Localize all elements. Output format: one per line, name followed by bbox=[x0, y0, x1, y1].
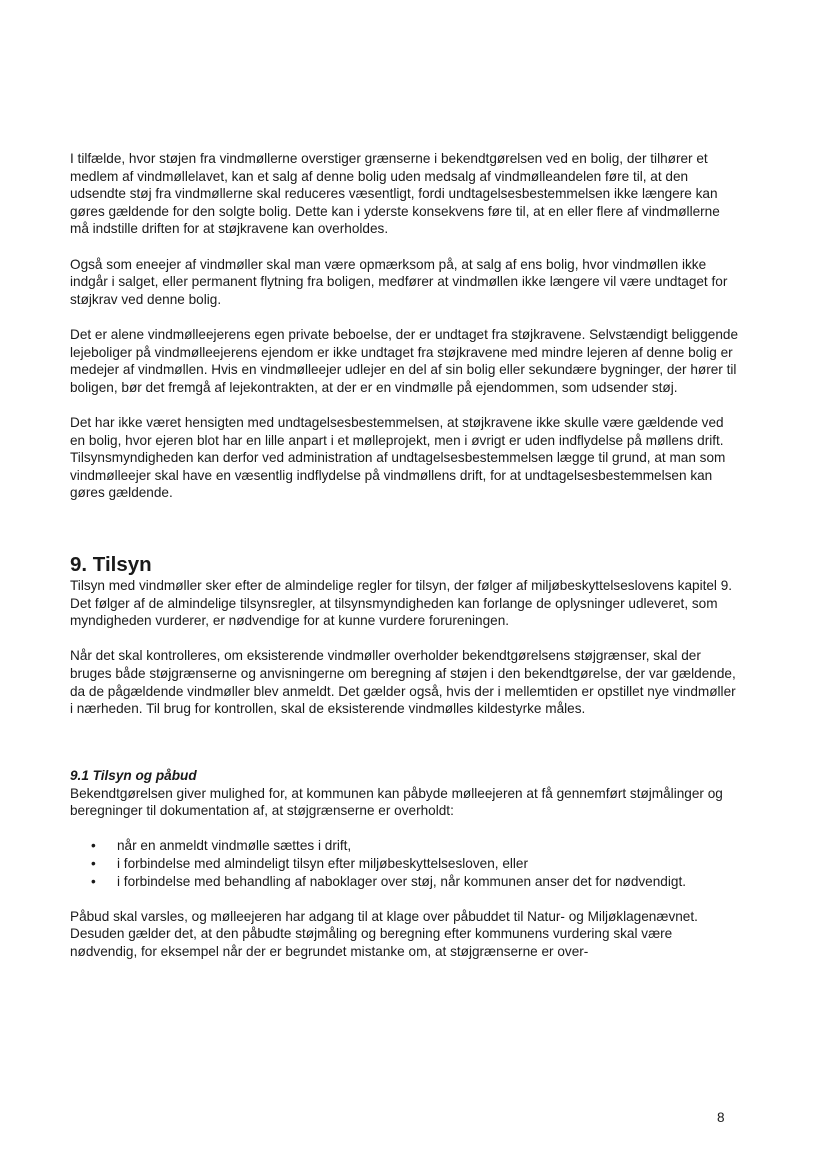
paragraph-paabud-notice: Påbud skal varsles, og mølleejeren har adgang til at klage over påbuddet til Natur- og Miljøklagenævnet. Desuden gælder det, at den påbudte støjmåling og beregning efter kommunens vurdering skal være nødvendig, for eksempel når der er begrundet mistanke om, at støjgrænserne er over- bbox=[70, 908, 698, 959]
bullet-marker: • bbox=[91, 838, 96, 854]
paragraph-control: Når det skal kontrolleres, om eksisterende vindmøller overholder bekendtgørelsens støjgrænser, skal der bruges både støjgrænserne og anvisningerne om beregning af støjen i den bekendtgørelse, der var gældende, da de pågældende vindmøller blev anmeldt. Det gælder også, hvis der i mellemtiden er opstillet nye vindmøller i nærheden. Til brug for kontrollen, skal de eksisterende vindmølles kildestyrke måles. bbox=[70, 648, 736, 717]
list-item-text: i forbindelse med almindeligt tilsyn efter miljøbeskyttelsesloven, eller bbox=[117, 855, 529, 871]
paragraph-sale-of-property: I tilfælde, hvor støjen fra vindmøllerne overstiger grænserne i bekendtgørelsen ved en bolig, der tilhører et medlem af vindmøllelavet, kan et salg af denne bolig uden medsalg af vindmølleandelen føre til, at den udsendte støj fra vindmøllerne skal reduceres væsentligt, fordi undtagelsesbestemmelsen ikke længere kan gøres gældende for den solgte bolig. Dette kan i yderste konsekvens føre til, at en eller flere af vindmøllerne må indstille driften for at støjkravene kan overholdes. bbox=[70, 151, 720, 237]
list-item bbox=[70, 855, 740, 873]
subsection-heading-tilsyn-og-paabud: 9.1 Tilsyn og påbud bbox=[70, 768, 197, 783]
list-item bbox=[70, 837, 740, 855]
bullet-marker: • bbox=[91, 855, 96, 871]
bullet-marker: • bbox=[91, 873, 96, 889]
paragraph-private-residence: Det er alene vindmølleejerens egen private beboelse, der er undtaget fra støjkravene. Selvstændigt beliggende lejeboliger på vindmølleejerens ejendom er ikke undtaget fra støjkravene med mindre lejeren af denne bolig er medejer af vindmøllen. Hvis en vindmølleejer udlejer en del af sin bolig eller sekundære bygninger, der hører til boligen, bør det fremgå af lejekontrakten, at der er en vindmølle på ejendommen, som udsender støj. bbox=[70, 326, 738, 395]
page-content bbox=[70, 150, 740, 961]
bullet-list bbox=[70, 837, 740, 890]
paragraph-sole-owner: Også som eneejer af vindmøller skal man være opmærksom på, at salg af ens bolig, hvor vindmøllen ikke indgår i salget, eller permanent flytning fra boligen, medfører at vindmøllen ikke længere vil være undtaget for støjkrav ved denne bolig. bbox=[70, 256, 728, 307]
paragraph-intention: Det har ikke været hensigten med undtagelsesbestemmelsen, at støjkravene ikke skulle være gældende ved en bolig, hvor ejeren blot har en lille anpart i et mølleprojekt, men i øvrigt er uden indflydelse på møllens drift. Tilsynsmyndigheden kan derfor ved administration af undtagelsesbestemmelsen lægge til grund, at man som vindmølleejer skal have en væsentlig indflydelse på vindmøllens drift, for at undtagelsesbestemmelsen kan gøres gældende. bbox=[70, 414, 726, 501]
paragraph-tilsyn-intro: Tilsyn med vindmøller sker efter de almindelige regler for tilsyn, der følger af miljøbeskyttelseslovens kapitel 9. Det følger af de almindelige tilsynsregler, at tilsynsmyndigheden kan forlange de oplysninger udleveret, som myndigheden vurderer, er nødvendige for at kunne vurdere forureningen. bbox=[70, 578, 733, 629]
list-item-text: når en anmeldt vindmølle sættes i drift, bbox=[117, 838, 352, 854]
section-heading-tilsyn: 9. Tilsyn bbox=[70, 553, 152, 577]
list-item-text: i forbindelse med behandling af naboklager over støj, når kommunen anser det for nødvendigt. bbox=[117, 873, 686, 889]
page-number: 8 bbox=[717, 1110, 725, 1125]
list-item bbox=[70, 873, 740, 891]
paragraph-paabud-intro: Bekendtgørelsen giver mulighed for, at kommunen kan påbyde mølleejeren at få gennemført støjmålinger og beregninger til dokumentation af, at støjgrænserne er overholdt: bbox=[70, 785, 723, 819]
